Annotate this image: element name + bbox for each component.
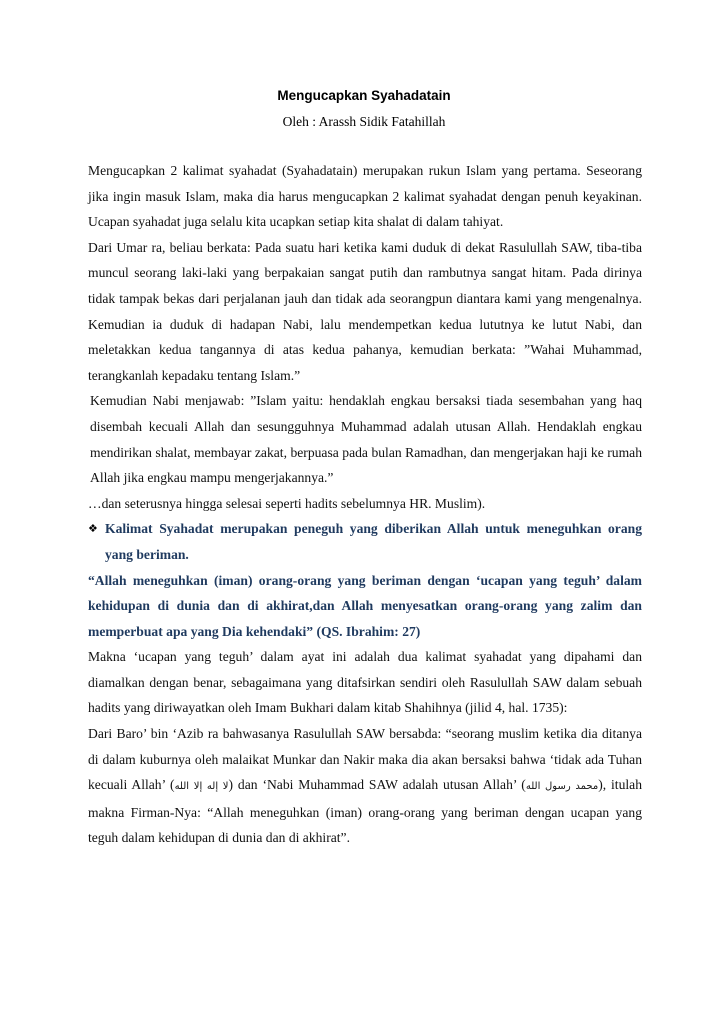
arabic-shahada-1: لا إله إلا الله xyxy=(174,781,229,793)
hadith-text-part-2: ) dan ‘Nabi Muhammad SAW adalah utusan Allah’ ( xyxy=(228,777,526,793)
arabic-shahada-2: محمد رسول الله xyxy=(525,781,599,793)
bullet-point xyxy=(88,516,642,567)
quran-quote: “Allah meneguhkan (iman) orang-orang yang beriman dengan ‘ucapan yang teguh’ dalam kehidupan di dunia dan di akhirat,dan Allah menyesatkan orang-orang yang zalim dan memperbuat apa yang Dia kehendaki” (QS. Ibrahim: 27) xyxy=(88,572,642,639)
hadith-text-part-3: ), itulah makna Firman-Nya: “Allah meneguhkan (iman) orang-orang yang beriman dengan ucapan yang teguh dalam kehidupan di dunia dan di akhirat”. xyxy=(88,777,642,846)
hadith-text-part-1: Dari Baro’ bin ‘Azib ra bahwasanya Rasulullah SAW bersabda: “seorang muslim ketika dia ditanya di dalam kuburnya oleh malaikat Munkar dan Nakir maka dia akan bersaksi bahwa ‘tidak ada Tuhan kecuali Allah’ ( xyxy=(88,726,642,793)
document-title: Mengucapkan Syahadatain xyxy=(277,88,451,103)
document-author: Oleh : Arassh Sidik Fatahillah xyxy=(282,114,446,129)
paragraph-continuation: …dan seterusnya hingga selesai seperti hadits sebelumnya HR. Muslim). xyxy=(88,495,486,511)
paragraph-nabi-answer: Kemudian Nabi menjawab: ”Islam yaitu: hendaklah engkau bersaksi tiada sesembahan yang haq disembah kecuali Allah dan sesungguhnya Muhammad adalah utusan Allah. Hendaklah engkau mendirikan shalat, membayar zakat, berpuasa pada bulan Ramadhan, dan mengerjakan haji ke rumah Allah jika engkau mampu mengerjakannya.” xyxy=(90,393,642,486)
bullet-text: Kalimat Syahadat merupakan peneguh yang diberikan Allah untuk meneguhkan orang yang beriman. xyxy=(105,521,642,562)
document-body xyxy=(88,158,642,851)
paragraph-meaning: Makna ‘ucapan yang teguh’ dalam ayat ini adalah dua kalimat syahadat yang dipahami dan diamalkan dengan benar, sebagaimana yang ditafsirkan sendiri oleh Rasulullah SAW dalam sebuah hadits yang diriwayatkan oleh Imam Bukhari dalam kitab Shahihnya (jilid 4, hal. 1735): xyxy=(88,649,642,716)
diamond-bullet-icon: ❖ xyxy=(88,522,98,536)
paragraph-hadith-umar: Dari Umar ra, beliau berkata: Pada suatu hari ketika kami duduk di dekat Rasulullah SAW, tiba-tiba muncul seorang laki-laki yang berpakaian sangat putih dan rambutnya sangat hitam. Pada dirinya tidak tampak bekas dari perjalanan jauh dan tidak ada seorangpun diantara kami yang mengenalnya. Kemudian ia duduk di hadapan Nabi, lalu mendempetkan kedua lututnya ke lutut Nabi, dan meletakkan kedua tangannya di atas kedua pahanya, kemudian berkata: ”Wahai Muhammad, terangkanlah kepadaku tentang Islam.” xyxy=(88,239,642,383)
paragraph-intro: Mengucapkan 2 kalimat syahadat (Syahadatain) merupakan rukun Islam yang pertama. Seseorang jika ingin masuk Islam, maka dia harus mengucapkan 2 kalimat syahadat dengan penuh keyakinan. Ucapan syahadat juga selalu kita ucapkan setiap kita shalat di dalam tahiyat. xyxy=(88,163,642,230)
paragraph-hadith-baro xyxy=(88,721,642,851)
